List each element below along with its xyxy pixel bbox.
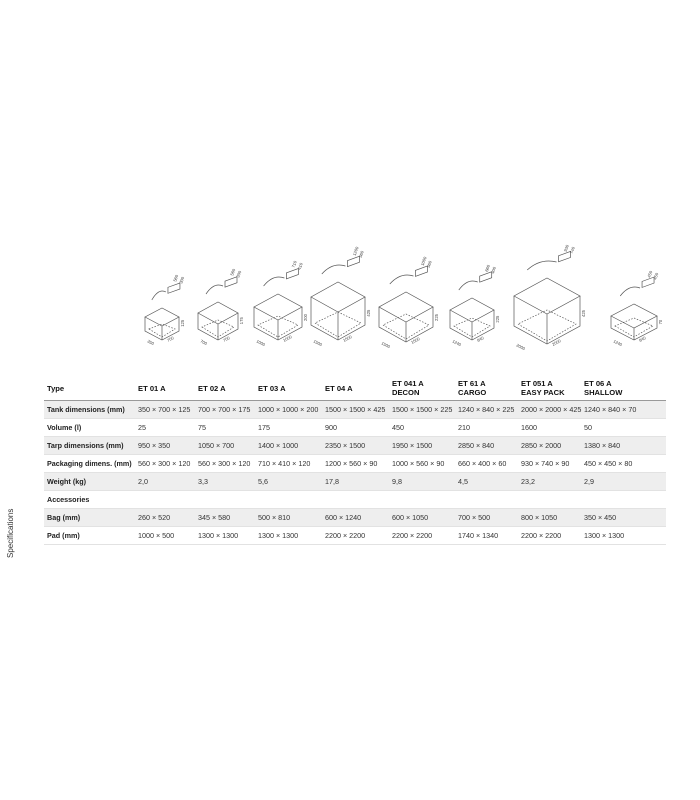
row-label: Tarp dimensions (mm)	[44, 437, 135, 455]
pkg-dim-label: 560	[357, 250, 365, 259]
dim-length-label: 1500	[410, 336, 421, 345]
table-cell: 1600	[518, 419, 581, 437]
table-cell: 50	[581, 419, 666, 437]
table-row	[44, 401, 666, 419]
specifications-table	[44, 376, 666, 545]
row-label: Bag (mm)	[44, 509, 135, 527]
pkg-dim-label: 400	[489, 266, 498, 275]
specifications-side-label: Specifications	[6, 508, 15, 558]
table-cell: 2200 × 2200	[322, 527, 389, 545]
dim-height-label: 425	[366, 309, 371, 317]
table-cell: 500 × 810	[255, 509, 322, 527]
dim-height-label: 125	[180, 319, 185, 327]
dim-height-label: 425	[581, 310, 586, 317]
dim-width-label: 1500	[380, 340, 392, 350]
tank-diagram-et06a	[611, 269, 663, 347]
type-header: ET 051 A EASY PACK	[518, 376, 581, 401]
dim-width-label: 1000	[255, 338, 267, 348]
package-box	[286, 268, 298, 278]
type-header: ET 06 A SHALLOW	[581, 376, 666, 401]
package-box	[168, 283, 180, 293]
pkg-dim-label: 1000	[419, 255, 428, 267]
table-cell: 2850 × 2000	[518, 437, 581, 455]
type-header: ET 04 A	[322, 376, 389, 401]
table-cell: 1300 × 1300	[581, 527, 666, 545]
pkg-dim-label: 560	[172, 274, 180, 283]
dim-width-label: 1240	[612, 338, 624, 348]
dim-length-label: 700	[222, 335, 231, 343]
table-cell: 1240 × 840 × 225	[455, 401, 518, 419]
pkg-dim-label: 740	[568, 246, 576, 255]
table-cell: 2350 × 1500	[322, 437, 389, 455]
row-label: Tank dimensions (mm)	[44, 401, 135, 419]
table-cell: 1200 × 560 × 90	[322, 455, 389, 473]
table-cell: 560 × 300 × 120	[135, 455, 195, 473]
type-header-row	[44, 376, 666, 401]
table-cell: 1400 × 1000	[255, 437, 322, 455]
table-cell: 800 × 1050	[518, 509, 581, 527]
pkg-dim-label: 660	[483, 264, 492, 273]
unfold-arrow	[527, 261, 556, 270]
table-cell: 2200 × 2200	[518, 527, 581, 545]
table-cell: 660 × 400 × 60	[455, 455, 518, 473]
table-row	[44, 455, 666, 473]
table-cell: 710 × 410 × 120	[255, 455, 322, 473]
tank-rim	[450, 298, 494, 322]
table-cell: 260 × 520	[135, 509, 195, 527]
table-cell: 175	[255, 419, 322, 437]
pkg-dim-label: 410	[296, 262, 304, 271]
table-cell: 930 × 740 × 90	[518, 455, 581, 473]
table-cell: 1500 × 1500 × 425	[322, 401, 389, 419]
tank-rim	[254, 294, 302, 320]
table-cell: 1000 × 560 × 90	[389, 455, 455, 473]
section-label: Accessories	[44, 491, 135, 509]
type-header: ET 03 A	[255, 376, 322, 401]
unfold-arrow	[264, 277, 285, 286]
tank-rim	[311, 282, 365, 312]
table-cell: 700 × 500	[455, 509, 518, 527]
table-cell: 350 × 450	[581, 509, 666, 527]
type-header: ET 61 A CARGO	[455, 376, 518, 401]
pkg-dim-label: 560	[425, 260, 433, 269]
section-spacer	[135, 491, 666, 509]
tank-rim	[379, 292, 433, 322]
table-cell: 1000 × 1000 × 200	[255, 401, 322, 419]
dim-width-label: 1500	[312, 338, 324, 348]
table-cell: 2000 × 2000 × 425	[518, 401, 581, 419]
table-cell: 450	[389, 419, 455, 437]
table-cell: 2850 × 840	[455, 437, 518, 455]
table-cell: 1240 × 840 × 70	[581, 401, 666, 419]
tank-rim	[514, 278, 580, 314]
tank-diagram-et03a	[254, 259, 308, 347]
table-cell: 1000 × 500	[135, 527, 195, 545]
dim-height-label: 225	[495, 315, 500, 323]
table-cell: 1380 × 840	[581, 437, 666, 455]
table-cell: 345 × 580	[195, 509, 255, 527]
table-row	[44, 473, 666, 491]
pkg-dim-label: 1200	[351, 245, 360, 257]
unfold-arrow	[459, 281, 478, 290]
table-cell: 210	[455, 419, 518, 437]
row-label: Pad (mm)	[44, 527, 135, 545]
table-cell: 3,3	[195, 473, 255, 491]
pkg-dim-label: 300	[178, 276, 186, 285]
accessories-section-row	[44, 491, 666, 509]
unfold-arrow	[152, 291, 166, 300]
pkg-dim-label: 450	[646, 270, 654, 279]
table-cell: 1050 × 700	[195, 437, 255, 455]
tank-diagram-et041a	[379, 255, 439, 349]
pkg-dim-label: 560	[229, 268, 237, 277]
table-cell: 75	[195, 419, 255, 437]
table-cell: 600 × 1240	[322, 509, 389, 527]
dim-height-label: 70	[658, 319, 663, 325]
pkg-dim-label: 450	[652, 272, 660, 281]
pkg-dim-label: 300	[235, 270, 243, 279]
unfold-arrow	[206, 285, 223, 294]
tank-diagram-et02a	[198, 267, 244, 346]
table-cell: 1740 × 1340	[455, 527, 518, 545]
tank-diagram-et61a	[450, 263, 500, 347]
unfold-arrow	[390, 275, 414, 284]
tank-diagram-et051a	[514, 243, 586, 351]
type-header-label: Type	[44, 376, 135, 401]
tank-diagram-et01a	[145, 273, 186, 346]
table-cell: 560 × 300 × 120	[195, 455, 255, 473]
dim-length-label: 700	[166, 335, 175, 343]
tank-diagram-et04a	[311, 245, 371, 347]
pkg-dim-label: 930	[562, 244, 570, 253]
table-cell: 2,9	[581, 473, 666, 491]
tank-rim	[145, 308, 179, 326]
row-label: Volume (l)	[44, 419, 135, 437]
table-row	[44, 419, 666, 437]
table-cell: 5,6	[255, 473, 322, 491]
dim-height-label: 175	[239, 317, 244, 325]
dim-length-label: 840	[638, 335, 647, 343]
table-cell: 1500 × 1500 × 225	[389, 401, 455, 419]
table-row	[44, 527, 666, 545]
table-cell: 950 × 350	[135, 437, 195, 455]
table-cell: 450 × 450 × 80	[581, 455, 666, 473]
table-cell: 17,8	[322, 473, 389, 491]
package-box	[225, 277, 237, 287]
table-cell: 350 × 700 × 125	[135, 401, 195, 419]
type-header: ET 01 A	[135, 376, 195, 401]
table-cell: 9,8	[389, 473, 455, 491]
dim-height-label: 200	[303, 314, 308, 321]
table-cell: 1300 × 1300	[255, 527, 322, 545]
dim-width-label: 2000	[515, 342, 527, 352]
table-cell: 23,2	[518, 473, 581, 491]
row-label: Packaging dimens. (mm)	[44, 455, 135, 473]
pkg-dim-label: 710	[290, 260, 298, 269]
table-row	[44, 509, 666, 527]
table-cell: 900	[322, 419, 389, 437]
table-row	[44, 437, 666, 455]
table-cell: 4,5	[455, 473, 518, 491]
type-header: ET 02 A	[195, 376, 255, 401]
dim-width-label: 1240	[451, 338, 463, 348]
dim-width-label: 700	[199, 338, 209, 347]
table-cell: 700 × 700 × 175	[195, 401, 255, 419]
dim-width-label: 350	[146, 338, 156, 347]
table-cell: 2,0	[135, 473, 195, 491]
unfold-arrow	[620, 287, 640, 296]
row-label: Weight (kg)	[44, 473, 135, 491]
unfold-arrow	[322, 265, 346, 274]
table-cell: 1950 × 1500	[389, 437, 455, 455]
dim-length-label: 840	[476, 335, 485, 343]
dim-length-label: 1000	[282, 334, 293, 343]
type-header: ET 041 A DECON	[389, 376, 455, 401]
table-cell: 25	[135, 419, 195, 437]
package-box	[347, 256, 359, 266]
dim-length-label: 2000	[551, 338, 562, 347]
table-cell: 1300 × 1300	[195, 527, 255, 545]
dim-height-label: 225	[434, 314, 439, 321]
table-cell: 600 × 1050	[389, 509, 455, 527]
tank-rim	[198, 302, 238, 324]
table-cell: 2200 × 2200	[389, 527, 455, 545]
dim-length-label: 1500	[342, 334, 353, 343]
